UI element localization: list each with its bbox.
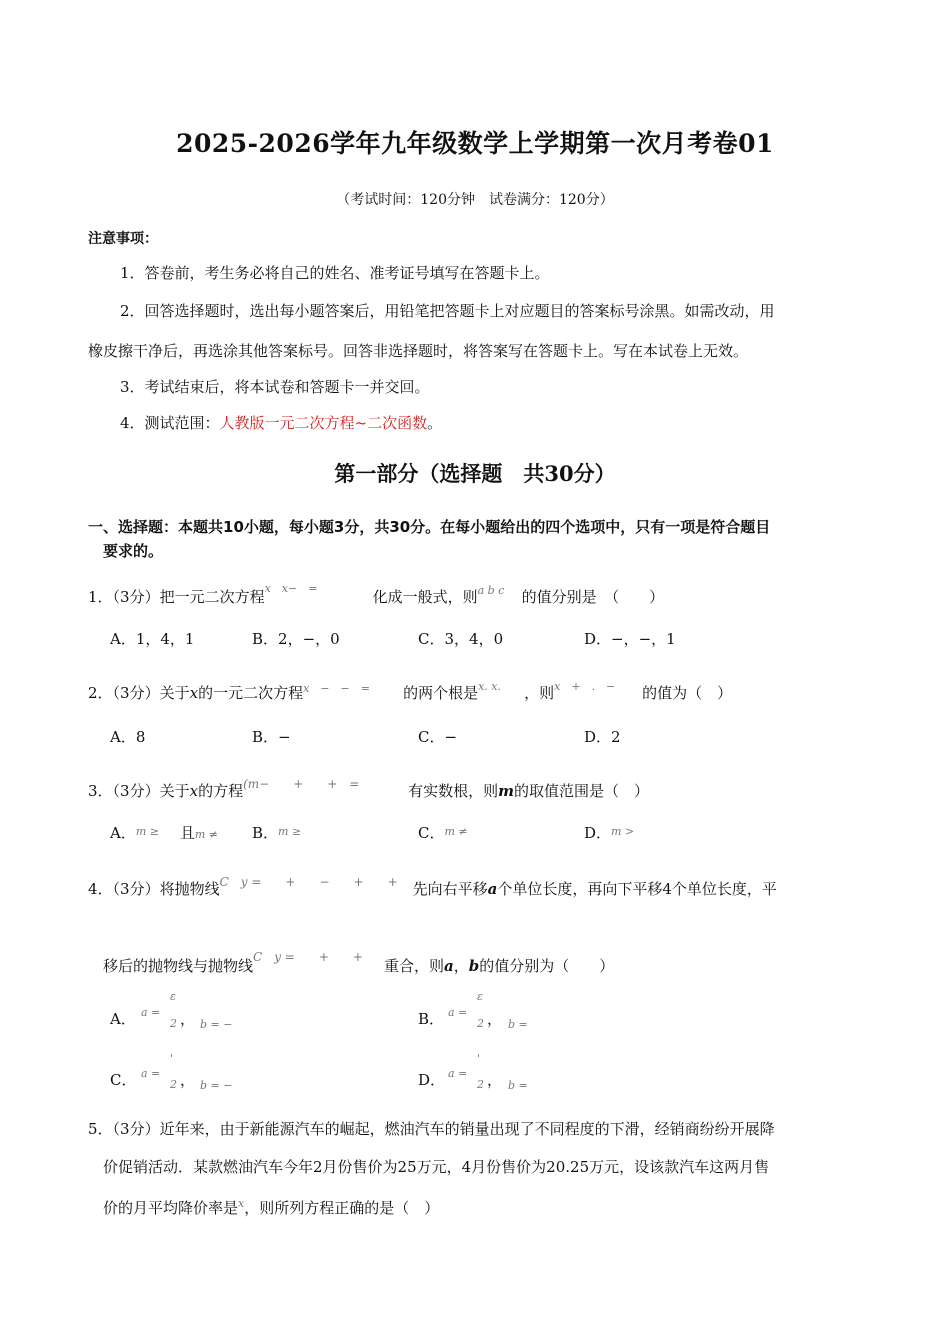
question-3 (88, 773, 649, 802)
q4-option-b[interactable] (418, 1008, 444, 1029)
q4-parabola-c1: C y = + − + + (219, 875, 398, 889)
q1-coefficients: a b c (477, 584, 505, 597)
q4-option-b-label: B． (418, 1010, 445, 1028)
test-scope: 人教版一元二次方程~二次函数 (219, 414, 428, 432)
q2-option-c[interactable]: C．− (418, 728, 458, 746)
part-heading-line-2: 要求的。 (103, 542, 164, 560)
q4-var-b: b (468, 957, 480, 975)
q4-option-b-frac: a = (448, 1006, 468, 1019)
q4-option-b-top: ε (477, 990, 483, 1003)
q4-var-a: a (487, 880, 498, 898)
q3-option-c[interactable] (418, 822, 468, 843)
q3-option-a-label: A． (110, 824, 136, 842)
question-4-line-1 (88, 871, 777, 900)
q4-option-a-top: ε (170, 990, 176, 1003)
q3-option-a-and: 且 (179, 824, 195, 842)
q4-option-c-top: ' (170, 1052, 174, 1065)
q4-option-d-frac: a = (448, 1067, 468, 1080)
q4-option-d-label: D． (418, 1071, 446, 1089)
q3-option-a[interactable] (110, 822, 218, 843)
q1-text-a: 1．（3分）把一元二次方程 (88, 588, 265, 606)
q4-option-d-b: b = (508, 1079, 528, 1092)
q2-option-d[interactable]: D．2 (584, 728, 621, 746)
q1-equation: x x− = (264, 582, 318, 595)
q2-option-b[interactable]: B．− (252, 728, 291, 746)
notice-item-2a: 2．回答选择题时，选出每小题答案后，用铅笔把答题卡上对应题目的答案标号涂黑。如需改动，用 (120, 302, 775, 320)
q4-option-b-b: b = (508, 1018, 528, 1031)
q4-option-c-den: 2 (170, 1078, 177, 1091)
q2-expression: x + . − (554, 680, 616, 693)
q3-equation: (m− + + = (243, 777, 360, 791)
notice-item-4-suffix: 。 (427, 414, 443, 432)
q4-text-f: ， (453, 957, 469, 975)
q3-option-c-label: C． (418, 824, 445, 842)
q4-option-a-den: 2 (170, 1017, 177, 1030)
q4-text-g: 的值分别为（ ） (479, 957, 615, 975)
q2-roots: x. x. (478, 680, 501, 693)
q3-var-m: m (498, 782, 514, 800)
q4-option-d-comma: ， (487, 1071, 503, 1089)
notice-item-4-prefix: 4．测试范围： (120, 414, 220, 432)
q1-option-a[interactable]: A．1，4，1 (110, 630, 195, 648)
q4-text-d: 移后的抛物线与抛物线 (103, 957, 254, 975)
q2-var-x: x (189, 684, 199, 702)
q4-text-b: 先向右平移 (412, 880, 488, 898)
q1-option-d[interactable]: D．−，−，1 (584, 630, 676, 648)
q2-text-b: 的一元二次方程 (198, 684, 304, 702)
q4-option-a-frac: a = (141, 1006, 161, 1019)
q3-option-d[interactable] (584, 822, 634, 843)
q4-option-c-b: b = − (200, 1079, 233, 1092)
q4-option-d[interactable] (418, 1069, 445, 1090)
q4-option-d-den: 2 (477, 1078, 484, 1091)
q1-text-b: 化成一般式，则 (372, 588, 478, 606)
q3-option-b[interactable] (252, 822, 301, 843)
q5-var-x: x (238, 1197, 245, 1210)
q3-option-c-math: m ≠ (444, 825, 468, 838)
q2-text-e: 的值为（ ） (642, 684, 733, 702)
q4-text-c: 个单位长度，再向下平移4个单位长度，平 (497, 880, 777, 898)
q5-text-b: ，则所列方程正确的是（ ） (244, 1199, 440, 1217)
question-5-line-2: 价促销活动．某款燃油汽车今年2月份售价为25万元，4月份售价为20.25万元，设该款汽车这两月售 (103, 1158, 770, 1176)
question-1 (88, 578, 664, 608)
q4-option-a-label: A． (110, 1010, 136, 1028)
q4-parabola-c2: C y = + + (253, 950, 363, 964)
q3-option-b-label: B． (252, 824, 279, 842)
question-4-line-2 (103, 946, 614, 977)
q1-text-c: 的值分别是 （ ） (521, 588, 665, 606)
exam-subtitle: （考试时间：120分钟 试卷满分：120分） (336, 192, 614, 208)
q5-text-a: 价的月平均降价率是 (103, 1199, 239, 1217)
notice-heading: 注意事项： (88, 231, 158, 247)
q3-option-d-label: D． (584, 824, 612, 842)
q3-var-x: x (189, 782, 199, 800)
part-heading-line-1: 一、选择题：本题共10小题，每小题3分，共30分。在每小题给出的四个选项中，只有一项是符合题目 (88, 518, 771, 536)
q2-equation: x − − = (303, 682, 370, 695)
q3-option-a-math2: m ≠ (194, 828, 219, 841)
q4-option-a-b: b = − (200, 1018, 233, 1031)
q4-option-c-label: C． (110, 1071, 137, 1089)
q3-text-c: 有实数根，则 (408, 782, 499, 800)
q4-option-d-top: ' (477, 1052, 481, 1065)
q4-option-a[interactable] (110, 1008, 136, 1029)
notice-item-1: 1．答卷前，考生务必将自己的姓名、准考证号填写在答题卡上。 (120, 264, 550, 282)
question-2 (88, 676, 732, 704)
notice-item-4 (120, 412, 442, 434)
exam-title: 2025-2026学年九年级数学上学期第一次月考卷01 (176, 129, 774, 158)
q3-option-a-math: m ≥ (135, 825, 159, 838)
q2-option-a[interactable]: A．8 (110, 728, 146, 746)
q3-text-b: 的方程 (198, 782, 244, 800)
q1-option-b[interactable]: B．2，−，0 (252, 630, 340, 648)
q3-text-a: 3．（3分）关于 (88, 782, 190, 800)
q3-option-b-math: m ≥ (278, 825, 302, 838)
section-title: 第一部分（选择题 共30分） (334, 461, 616, 486)
q2-text-c: 的两个根是 (403, 684, 479, 702)
q4-text-e: 重合，则 (384, 957, 445, 975)
q2-text-d: ，则 (524, 684, 555, 702)
q3-text-d: 的取值范围是（ ） (513, 782, 649, 800)
question-5-line-3 (103, 1193, 439, 1219)
q4-option-c-frac: a = (141, 1067, 161, 1080)
q4-option-c[interactable] (110, 1069, 136, 1090)
q4-option-b-den: 2 (477, 1017, 484, 1030)
question-5-line-1: 5．（3分）近年来，由于新能源汽车的崛起，燃油汽车的销量出现了不同程度的下滑，经销商纷纷开展降 (88, 1120, 775, 1138)
q2-text-a: 2．（3分）关于 (88, 684, 190, 702)
q4-option-a-comma: ， (180, 1010, 196, 1028)
q4-text-a: 4．（3分）将抛物线 (88, 880, 220, 898)
q4-var-a-2: a (444, 957, 454, 975)
q3-option-d-math: m > (611, 825, 635, 838)
notice-item-2b: 橡皮擦干净后，再选涂其他答案标号。回答非选择题时，将答案写在答题卡上。写在本试卷上无效。 (88, 342, 749, 360)
q1-option-c[interactable]: C．3，4，0 (418, 630, 504, 648)
q4-option-c-comma: ， (180, 1071, 196, 1089)
q4-option-b-comma: ， (487, 1010, 503, 1028)
notice-item-3: 3．考试结束后，将本试卷和答题卡一并交回。 (120, 378, 430, 396)
